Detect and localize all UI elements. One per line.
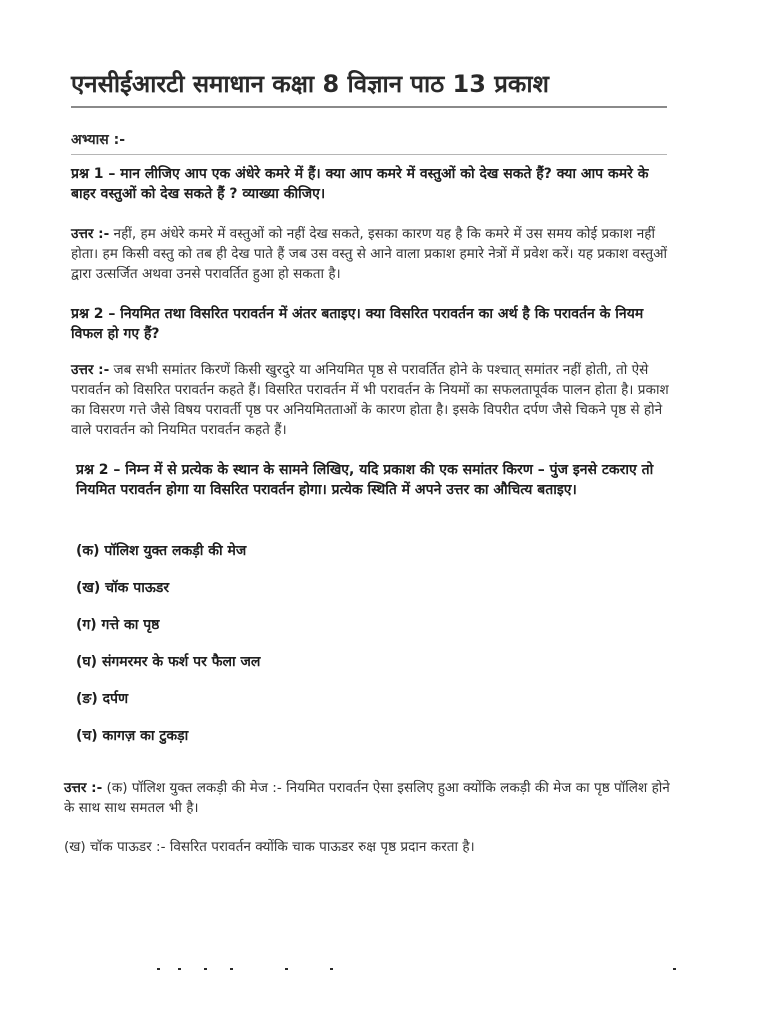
page-mark — [157, 968, 160, 970]
page-mark — [673, 968, 676, 970]
answer-3-text-1: (क) पॉलिश युक्त लकड़ी की मेज :- नियमित परावर्तन ऐसा इसलिए हुआ क्योंकि लकड़ी की मेज का पृष्ठ पॉलिश होने के साथ साथ समतल भी है। — [64, 780, 670, 816]
option-gha: (घ) संगमरमर के फर्श पर फैला जल — [76, 654, 261, 670]
answer-3 — [64, 778, 684, 818]
option-kha: (ख) चॉक पाऊडर — [76, 580, 170, 596]
answer-1-text: नहीं, हम अंधेरे कमरे में वस्तुओं को नहीं देख सकते, इसका कारण यह है कि कमरे में उस समय कोई प्रकाश नहीं होता। हम किसी वस्तु को तब ही देख पाते हैं जब उस वस्तु से आने वाला प्रकाश हमारे नेत्रों में प्रवेश करें। यह प्रकाश वस्तुओं द्वारा उत्सर्जित अथवा उनसे परावर्तित हुआ हो सकता है। — [71, 226, 668, 282]
answer-label: उत्तर :- — [64, 780, 103, 796]
answer-2-text: जब सभी समांतर किरणें किसी खुरदुरे या अनियमित पृष्ठ से परावर्तित होने के पश्चात् समांतर नहीं होती, तो ऐसे परावर्तन को विसरित परावर्तन कहते हैं। विसरित परावर्तन में भी परावर्तन के नियमों का सफलतापूर्वक पालन होता है। प्रकाश का विसरण गत्ते जैसे विषय परावर्ती पृष्ठ पर अनियमितताओं के कारण होता है। इसके विपरीत दर्पण जैसे चिकने पृष्ठ से होने वाले परावर्तन को नियमित परावर्तन कहते हैं। — [71, 362, 669, 438]
page-title: एनसीईआरटी समाधान कक्षा 8 विज्ञान पाठ 13 प्रकाश — [71, 70, 549, 98]
answer-3-part-2: (ख) चॉक पाऊडर :- विसरित परावर्तन क्योंकि चाक पाऊडर रुक्ष पृष्ठ प्रदान करता है। — [64, 839, 475, 855]
answer-2 — [71, 360, 676, 440]
title-divider — [71, 106, 667, 108]
option-nga: (ङ) दर्पण — [76, 691, 129, 707]
page-mark — [285, 968, 288, 970]
answer-label: उत्तर :- — [71, 362, 110, 378]
question-3: प्रश्न 2 – निम्न में से प्रत्येक के स्थान के सामने लिखिए, यदि प्रकाश की एक समांतर किरण – पुंज इनसे टकराए तो नियमित परावर्तन होगा या विसरित परावर्तन होगा। प्रत्येक स्थिति में अपने उत्तर का औचित्य बताइए। — [76, 462, 654, 498]
page-mark — [330, 968, 333, 970]
question-2: प्रश्न 2 – नियमित तथा विसरित परावर्तन में अंतर बताइए। क्या विसरित परावर्तन का अर्थ है कि परावर्तन के नियम विफल हो गए हैं? — [71, 306, 644, 342]
page-mark — [230, 968, 233, 970]
option-ka: (क) पॉलिश युक्त लकड़ी की मेज — [76, 543, 247, 559]
section-heading: अभ्यास :- — [71, 132, 126, 148]
section-divider — [71, 154, 667, 155]
page-mark — [204, 968, 207, 970]
option-cha: (च) कागज़ का टुकड़ा — [76, 728, 189, 744]
answer-1 — [71, 224, 676, 284]
answer-label: उत्तर :- — [71, 226, 110, 242]
page-mark — [178, 968, 181, 970]
question-1: प्रश्न 1 – मान लीजिए आप एक अंधेरे कमरे में हैं। क्या आप कमरे में वस्तुओं को देख सकते हैं? क्या आप कमरे के बाहर वस्तुओं को देख सकते हैं ? व्याख्या कीजिए। — [71, 166, 649, 202]
option-ga: (ग) गत्ते का पृष्ठ — [76, 617, 160, 633]
